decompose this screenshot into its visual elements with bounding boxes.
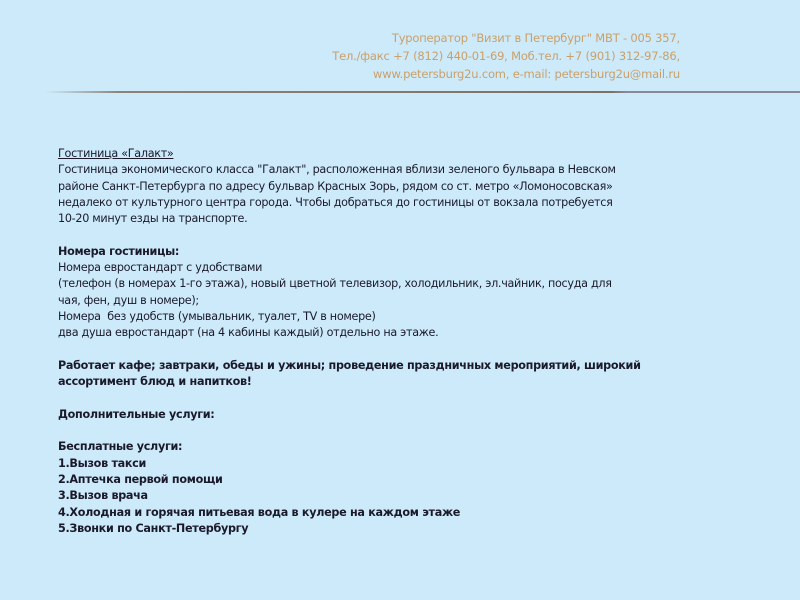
description-line: недалеко от культурного центра города. Чтобы добраться до гостиницы от вокзала потребуется [58, 195, 613, 209]
free-service-item: 2.Аптечка первой помощи [58, 472, 223, 486]
free-service-item: 1.Вызов такси [58, 456, 147, 470]
header-divider [45, 91, 800, 93]
extra-services-heading: Дополнительные услуги: [58, 407, 215, 421]
hotel-content [58, 146, 658, 537]
company-header [332, 29, 680, 83]
rooms-line: Номера без удобств (умывальник, туалет, TV в номере) [58, 309, 376, 323]
cafe-line: ассортимент блюд и напитков! [58, 375, 252, 389]
free-service-item: 3.Вызов врача [58, 489, 148, 503]
header-line-3: www.petersburg2u.com, e-mail: petersburg2u@mail.ru [373, 67, 680, 81]
free-service-item: 4.Холодная и горячая питьевая вода в кулере на каждом этаже [58, 505, 461, 519]
rooms-line: (телефон (в номерах 1-го этажа), новый цветной телевизор, холодильник, эл.чайник, посуда для [58, 277, 612, 291]
rooms-line: два душа евростандарт (на 4 кабины каждый) отдельно на этаже. [58, 326, 439, 340]
rooms-line: Номера евростандарт с удобствами [58, 261, 263, 275]
description-line: 10-20 минут езды на транспорте. [58, 212, 248, 226]
free-services-heading: Бесплатные услуги: [58, 440, 183, 454]
free-service-item: 5.Звонки по Санкт-Петербургу [58, 521, 249, 535]
cafe-line: Работает кафе; завтраки, обеды и ужины; проведение праздничных мероприятий, широкий [58, 358, 641, 372]
description-line: Гостиница экономического класса "Галакт", расположенная вблизи зеленого бульвара в Невском [58, 163, 616, 177]
description-line: районе Санкт-Петербурга по адресу бульвар Красных Зорь, рядом со ст. метро «Ломоносовская» [58, 179, 613, 193]
header-line-1: Туроператор "Визит в Петербург" МВТ - 005 357, [391, 31, 680, 45]
header-line-2: Тел./факс +7 (812) 440-01-69, Моб.тел. +7 (901) 312-97-86, [332, 49, 680, 63]
rooms-heading: Номера гостиницы: [58, 244, 180, 258]
hotel-title: Гостиница «Галакт» [58, 147, 174, 160]
rooms-line: чая, фен, душ в номере); [58, 293, 199, 307]
